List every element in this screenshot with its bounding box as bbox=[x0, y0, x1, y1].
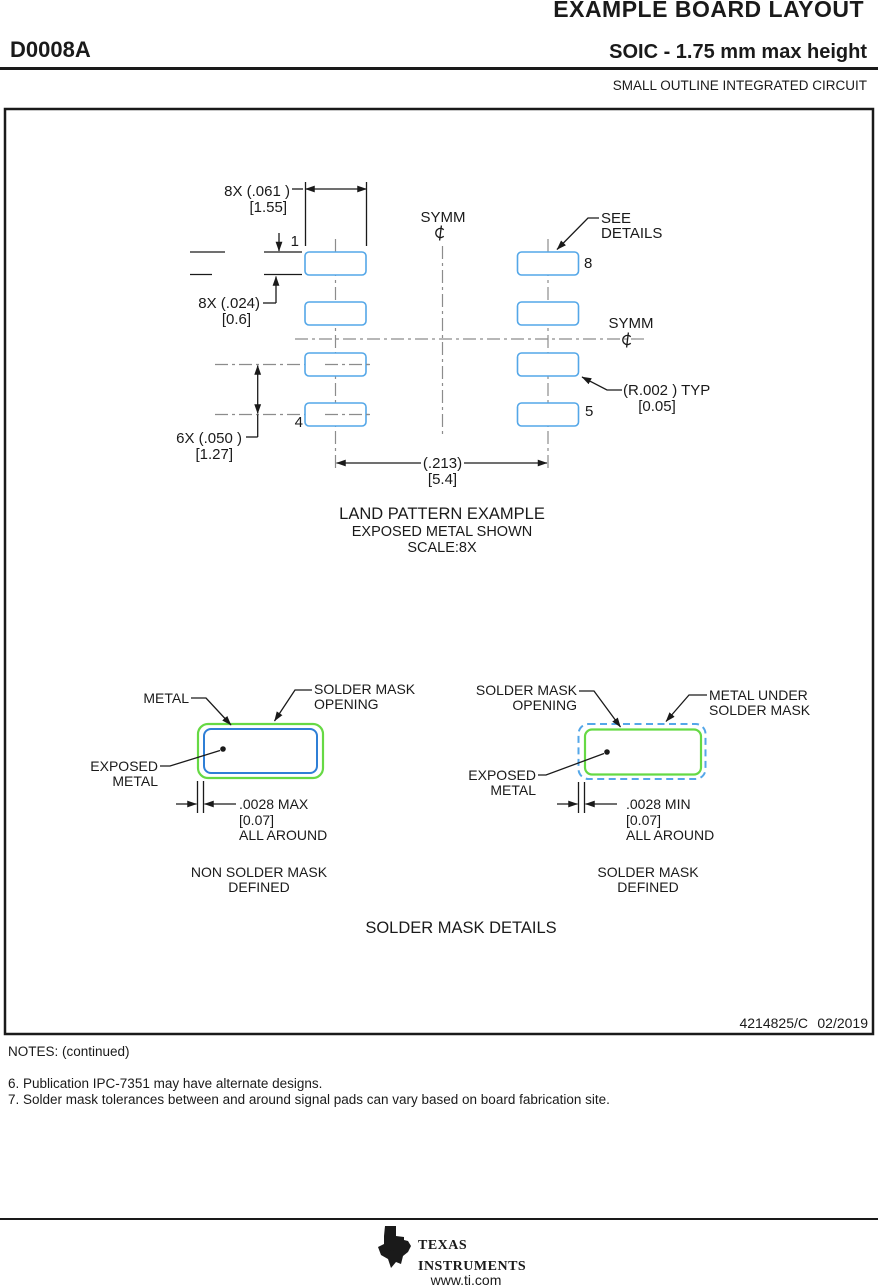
smd-dim-value: .0028 MIN bbox=[626, 796, 691, 812]
smd-solder-mask-opening bbox=[585, 730, 701, 775]
callout-see-details bbox=[557, 210, 662, 250]
centerline-symbol-icon bbox=[436, 226, 444, 241]
nsmd-exposed-label-2: METAL bbox=[112, 773, 158, 789]
symmetry-marker-top bbox=[421, 209, 466, 241]
package-full-name: SMALL OUTLINE INTEGRATED CIRCUIT bbox=[612, 78, 867, 93]
smd-dim-note: ALL AROUND bbox=[626, 827, 715, 843]
smd-opening-label-2: OPENING bbox=[512, 697, 577, 713]
smd-metal-under-label-1: METAL UNDER bbox=[709, 687, 808, 703]
dim-pad-length-mm: [1.55] bbox=[249, 199, 287, 216]
note-item-6: 6. Publication IPC-7351 may have alternate designs. bbox=[8, 1076, 323, 1091]
dimension-span bbox=[337, 455, 548, 488]
pin-8-label: 8 bbox=[584, 255, 593, 272]
see-details-line1: SEE bbox=[601, 210, 632, 227]
pad-6 bbox=[518, 353, 579, 376]
ti-logo-block bbox=[340, 1222, 640, 1288]
notes-spacer bbox=[8, 1060, 610, 1076]
land-pattern-diagram bbox=[176, 182, 710, 556]
symm-right-label: SYMM bbox=[608, 315, 654, 332]
land-pattern-title: LAND PATTERN EXAMPLE bbox=[339, 505, 545, 523]
package-description: SOIC - 1.75 mm max height bbox=[609, 41, 867, 63]
smd-metal-under-label-2: SOLDER MASK bbox=[709, 702, 811, 718]
note-item-7: 7. Solder mask tolerances between and around signal pads can vary based on board fabrication site. bbox=[8, 1092, 610, 1107]
smd-opening-label-1: SOLDER MASK bbox=[475, 682, 577, 698]
drawing-frame bbox=[5, 109, 873, 1034]
smd-exposed-label-1: EXPOSED bbox=[468, 767, 536, 783]
ti-url: www.ti.com bbox=[430, 1272, 502, 1288]
dim-pad-width-in: 8X (.024) bbox=[198, 295, 260, 312]
nsmd-exposed-label-1: EXPOSED bbox=[90, 758, 158, 774]
smd-dimension bbox=[557, 782, 714, 843]
dim-pad-length-in: 8X (.061 ) bbox=[224, 183, 290, 200]
package-code: D0008A bbox=[10, 37, 91, 62]
smd-detail-diagram bbox=[468, 682, 811, 895]
pin-4-label: 4 bbox=[294, 414, 303, 431]
nsmd-dim-value: .0028 MAX bbox=[239, 796, 309, 812]
nsmd-metal-label: METAL bbox=[143, 690, 189, 706]
smd-dim-mm: [0.07] bbox=[626, 812, 662, 828]
pad-1 bbox=[305, 252, 366, 275]
nsmd-detail-diagram bbox=[90, 681, 416, 895]
dim-radius-in: (R.002 ) TYP bbox=[623, 382, 711, 399]
smd-caption-1: SOLDER MASK bbox=[597, 864, 699, 880]
brand-texas: TEXAS bbox=[418, 1238, 468, 1253]
dim-radius-mm: [0.05] bbox=[638, 398, 676, 415]
doc-number: 4214825/C bbox=[739, 1015, 808, 1031]
notes-heading: NOTES: (continued) bbox=[8, 1044, 130, 1059]
dim-pitch-mm: [1.27] bbox=[195, 446, 233, 463]
brand-instruments: INSTRUMENTS bbox=[418, 1259, 527, 1274]
nsmd-metal-pad bbox=[204, 729, 317, 773]
nsmd-caption-1: NON SOLDER MASK bbox=[190, 864, 328, 880]
nsmd-dimension bbox=[176, 781, 327, 843]
land-pattern-subtitle: EXPOSED METAL SHOWN bbox=[351, 524, 533, 540]
nsmd-opening-label-2: OPENING bbox=[314, 696, 379, 712]
notes-section bbox=[8, 1044, 610, 1108]
dim-pad-width-mm: [0.6] bbox=[221, 311, 251, 328]
centerlines bbox=[215, 239, 648, 470]
nsmd-dim-note: ALL AROUND bbox=[239, 827, 328, 843]
land-pattern-scale: SCALE:8X bbox=[407, 540, 477, 556]
symm-top-label: SYMM bbox=[420, 209, 466, 226]
dimension-pad-width bbox=[190, 233, 302, 328]
ti-monogram: ti bbox=[387, 1240, 395, 1255]
doc-revision-date: 02/2019 bbox=[817, 1015, 868, 1031]
pad-2 bbox=[305, 302, 366, 325]
nsmd-exposed-metal-dot bbox=[220, 746, 226, 752]
footer-rule bbox=[0, 1218, 878, 1220]
callout-corner-radius bbox=[582, 377, 710, 415]
pin-1-label: 1 bbox=[290, 233, 299, 250]
smd-exposed-metal-dot bbox=[604, 749, 610, 755]
smd-exposed-label-2: METAL bbox=[490, 782, 536, 798]
smd-caption-2: DEFINED bbox=[617, 879, 679, 895]
see-details-line2: DETAILS bbox=[601, 225, 663, 242]
dim-span-in: (.213) bbox=[422, 455, 463, 472]
dim-pitch-in: 6X (.050 ) bbox=[176, 430, 242, 447]
nsmd-caption-2: DEFINED bbox=[228, 879, 290, 895]
pad-7 bbox=[518, 302, 579, 325]
texas-instruments-logo-icon bbox=[378, 1226, 411, 1268]
nsmd-dim-mm: [0.07] bbox=[239, 812, 275, 828]
nsmd-opening-label-1: SOLDER MASK bbox=[314, 681, 416, 697]
centerline-symbol-icon bbox=[623, 333, 631, 348]
pad-5 bbox=[518, 403, 579, 426]
pin-5-label: 5 bbox=[585, 403, 594, 420]
pad-8 bbox=[518, 252, 579, 275]
solder-mask-details-title: SOLDER MASK DETAILS bbox=[365, 919, 557, 937]
page-title: EXAMPLE BOARD LAYOUT bbox=[553, 0, 864, 22]
dim-span-mm: [5.4] bbox=[427, 471, 458, 488]
symmetry-marker-right bbox=[609, 315, 654, 348]
